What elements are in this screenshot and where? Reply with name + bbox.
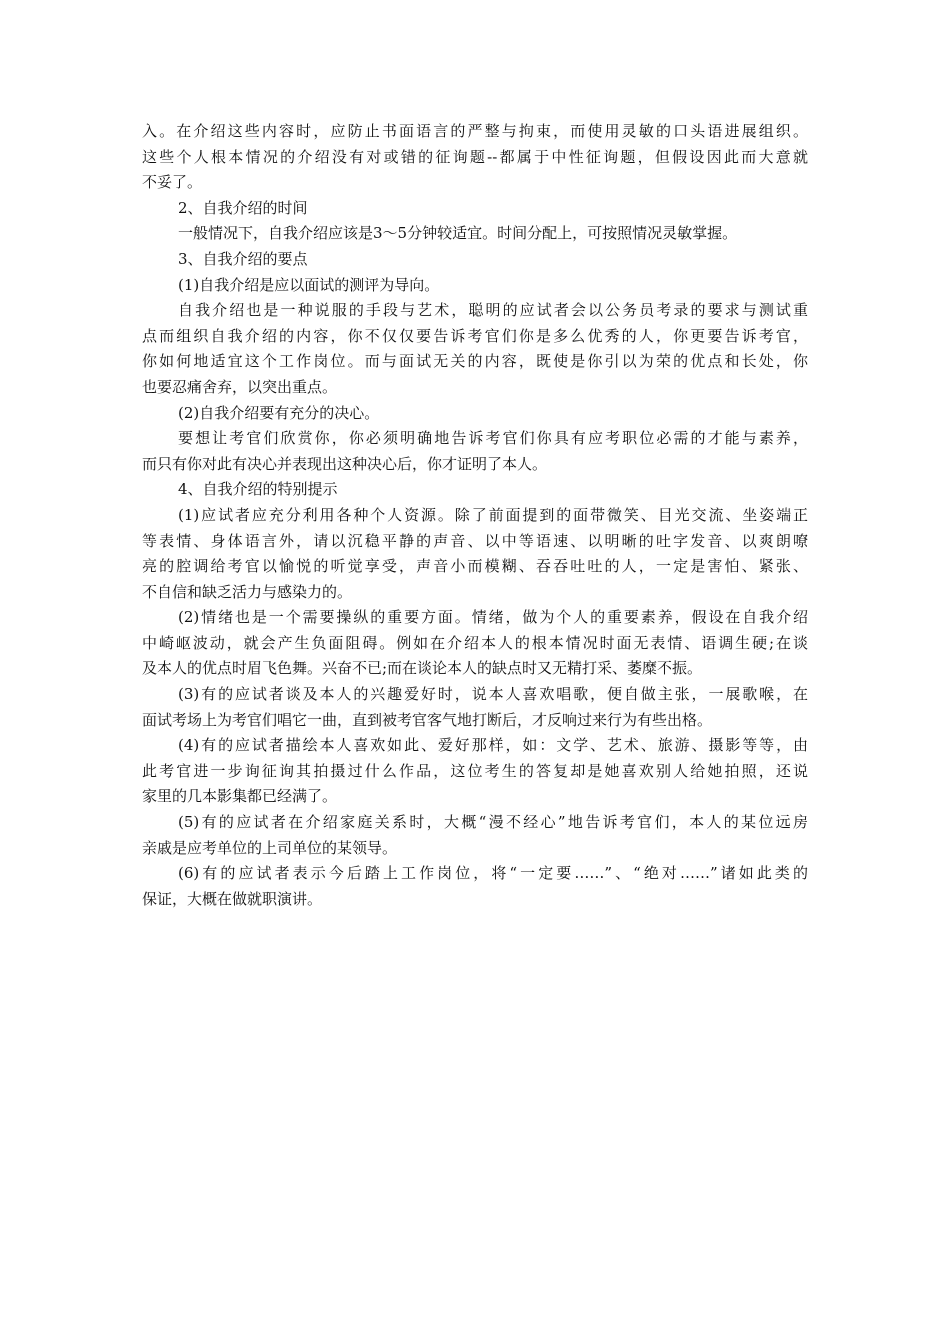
text-line: (2)情绪也是一个需要操纵的重要方面。情绪，做为个人的重要素养，假设在自我介绍 xyxy=(178,608,808,627)
paragraph xyxy=(142,861,808,912)
paragraph xyxy=(142,196,808,222)
text-line: 不自信和缺乏活力与感染力的。 xyxy=(142,582,353,601)
text-line: 点而组织自我介绍的内容，你不仅仅要告诉考官们你是多么优秀的人，你更要告诉考官， xyxy=(142,326,808,345)
paragraph xyxy=(142,273,808,299)
paragraph xyxy=(142,119,808,196)
paragraph xyxy=(142,247,808,273)
text-line: 3、自我介绍的要点 xyxy=(178,249,308,268)
paragraph xyxy=(142,503,808,605)
text-line: 面试考场上为考官们唱它一曲，直到被考官客气地打断后，才反响过来行为有些出格。 xyxy=(142,710,713,729)
text-line: 亲戚是应考单位的上司单位的某领导。 xyxy=(142,838,398,857)
text-line: 你如何地适宜这个工作岗位。而与面试无关的内容，既使是你引以为荣的优点和长处，你 xyxy=(142,352,808,371)
paragraph xyxy=(142,810,808,861)
text-line: (4)有的应试者描绘本人喜欢如此、爱好那样，如：文学、艺术、旅游、摄影等等，由 xyxy=(178,736,808,755)
text-line: 家里的几本影集都已经满了。 xyxy=(142,787,338,806)
document-body xyxy=(142,119,808,912)
paragraph xyxy=(142,401,808,427)
paragraph xyxy=(142,477,808,503)
text-line: (3)有的应试者谈及本人的兴趣爱好时，说本人喜欢唱歌，便自做主张，一展歌喉，在 xyxy=(178,685,808,704)
text-line: 不妥了。 xyxy=(142,173,203,192)
text-line: (5)有的应试者在介绍家庭关系时，大概“漫不经心”地告诉考官们，本人的某位远房 xyxy=(178,813,808,832)
text-line: 此考官进一步询征询其拍摄过什么作品，这位考生的答复却是她喜欢别人给她拍照，还说 xyxy=(142,761,808,780)
text-line: (6)有的应试者表示今后踏上工作岗位，将“一定要……”、“绝对……”诸如此类的 xyxy=(178,864,808,883)
text-line: 亮的腔调给考官以愉悦的听觉享受，声音小而模糊、吞吞吐吐的人，一定是害怕、紧张、 xyxy=(142,557,808,576)
text-line: 而只有你对此有决心并表现出这种决心后，你才证明了本人。 xyxy=(142,454,548,473)
paragraph xyxy=(142,733,808,810)
paragraph xyxy=(142,298,808,400)
text-line: 自我介绍也是一种说服的手段与艺术，聪明的应试者会以公务员考录的要求与测试重 xyxy=(178,301,808,320)
text-line: 2、自我介绍的时间 xyxy=(178,198,308,217)
text-line: (1)应试者应充分利用各种个人资源。除了前面提到的面带微笑、目光交流、坐姿端正 xyxy=(178,505,808,524)
paragraph xyxy=(142,605,808,682)
paragraph xyxy=(142,221,808,247)
paragraph xyxy=(142,682,808,733)
text-line: 也要忍痛舍弃，以突出重点。 xyxy=(142,377,338,396)
text-line: 入。在介绍这些内容时，应防止书面语言的严整与拘束，而使用灵敏的口头语进展组织。 xyxy=(142,122,808,140)
text-line: 这些个人根本情况的介绍没有对或错的征询题--都属于中性征询题，但假设因此而大意就 xyxy=(142,147,808,166)
paragraph xyxy=(142,426,808,477)
text-line: 4、自我介绍的特别提示 xyxy=(178,480,338,499)
text-line: (2)自我介绍要有充分的决心。 xyxy=(178,403,380,422)
text-line: 中崎岖波动，就会产生负面阻碍。例如在介绍本人的根本情况时面无表情、语调生硬;在谈 xyxy=(142,633,808,652)
text-line: 一般情况下，自我介绍应该是3～5分钟较适宜。时间分配上，可按照情况灵敏掌握。 xyxy=(178,224,738,243)
text-line: 及本人的优点时眉飞色舞。兴奋不已;而在谈论本人的缺点时又无精打采、萎糜不振。 xyxy=(142,659,703,678)
text-line: 保证，大概在做就职演讲。 xyxy=(142,889,323,908)
text-line: (1)自我介绍是应以面试的测评为导向。 xyxy=(178,275,440,294)
text-line: 要想让考官们欣赏你，你必须明确地告诉考官们你具有应考职位必需的才能与素养， xyxy=(178,429,808,448)
text-line: 等表情、身体语言外，请以沉稳平静的声音、以中等语速、以明晰的吐字发音、以爽朗嘹 xyxy=(142,531,808,550)
